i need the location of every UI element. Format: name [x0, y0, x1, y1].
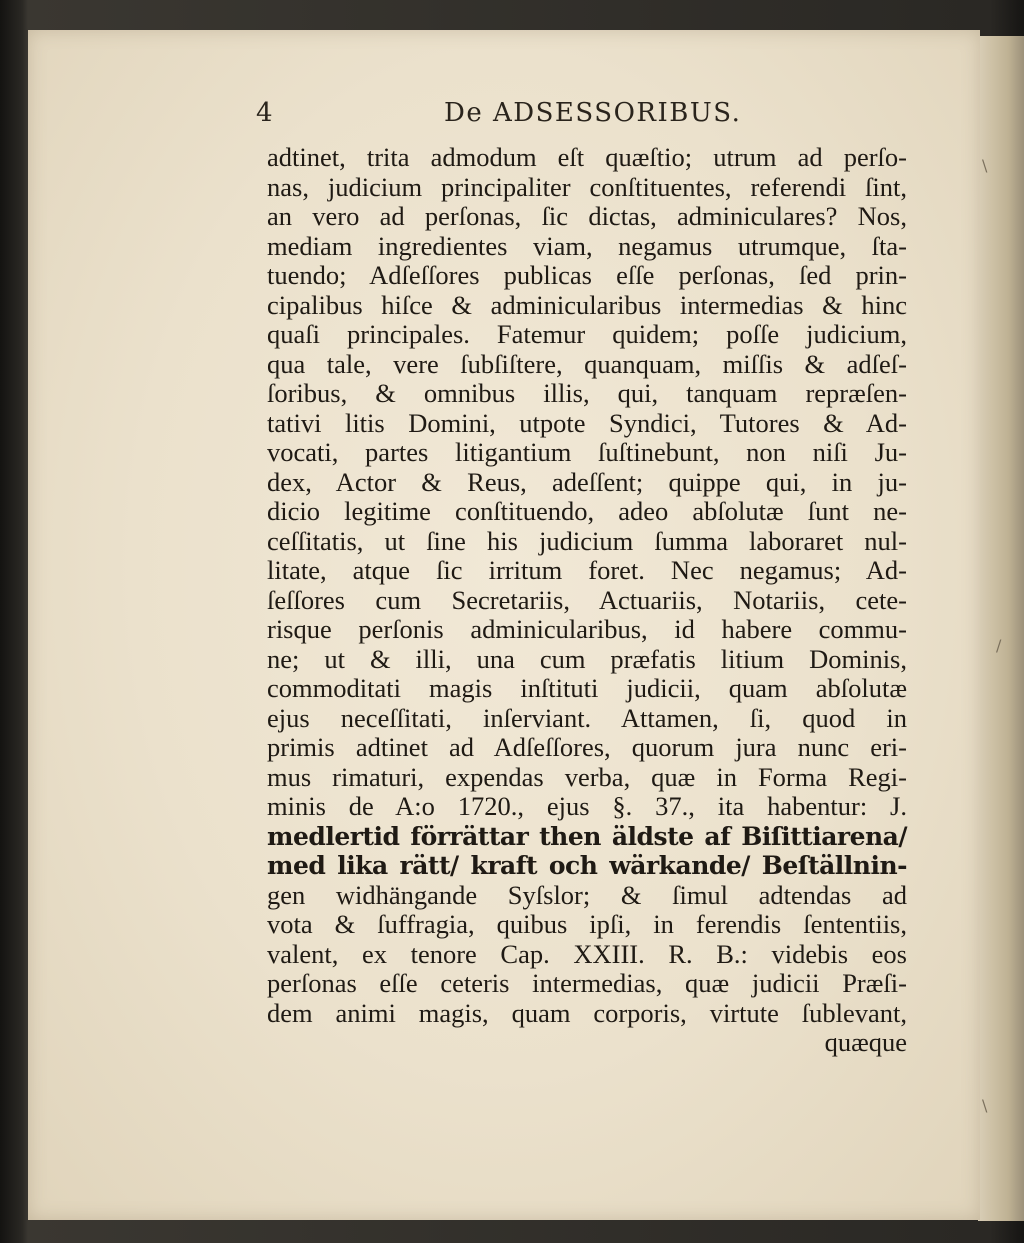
text-line: perſonas eſſe ceteris intermedias, quæ judicii Præſi- — [267, 968, 907, 998]
text-line: gen widhängande Syſslor; & ſimul adtendas ad — [267, 879, 907, 910]
page-header — [256, 92, 776, 132]
text-line: mus rimaturi, expendas verba, quæ in Forma Regi- — [267, 761, 907, 792]
text-line: ejus neceſſitati, inſerviant. Attamen, ſi, quod in — [267, 702, 907, 733]
text-line: an vero ad perſonas, ſic dictas, adminiculares? Nos, — [267, 201, 907, 231]
catchword: quæque — [824, 1027, 907, 1057]
text-line: nas, judicium principaliter conſtituentes, referendi ſint, — [267, 171, 907, 202]
text-line: tuendo; Adſeſſores publicas eſſe perſonas, ſed prin- — [267, 260, 907, 290]
text-line: ſeſſores cum Secretariis, Actuariis, Notariis, cete- — [267, 584, 907, 615]
text-line: cipalibus hiſce & adminicularibus intermedias & hinc — [267, 289, 907, 320]
text-line: risque perſonis adminicularibus, id habere commu- — [267, 614, 907, 644]
text-line: quaſi principales. Fatemur quidem; poſſe judicium, — [267, 319, 907, 349]
text-line: primis adtinet ad Adſeſſores, quorum jura nunc eri- — [267, 732, 907, 762]
text-line: ne; ut & illi, una cum præfatis litium Dominis, — [267, 643, 907, 674]
text-line: commoditati magis inſtituti judicii, quam abſolutæ — [267, 673, 907, 703]
text-line: ſoribus, & omnibus illis, qui, tanquam repræſen- — [267, 378, 907, 408]
text-line: dicio legitime conſtituendo, adeo abſolutæ ſunt ne- — [267, 496, 907, 526]
text-line: dex, Actor & Reus, adeſſent; quippe qui, in ju- — [267, 466, 907, 497]
text-line: ceſſitatis, ut ſine his judicium ſumma laboraret nul- — [267, 525, 907, 556]
facing-page-edge: \ / \ — [978, 36, 1024, 1221]
running-title: De ADSESSORIBUS. — [444, 98, 742, 128]
text-line: mediam ingredientes viam, negamus utrumque, ſta- — [267, 230, 907, 261]
text-line-fraktur: med lika rätt/ kraft och wärkande/ Beſtällnin- — [267, 851, 907, 880]
body-text — [267, 143, 907, 1058]
page-number: 4 — [256, 98, 273, 128]
text-line: tativi litis Domini, utpote Syndici, Tutores & Ad- — [267, 407, 907, 438]
text-line: adtinet, trita admodum eſt quæſtio; utrum ad perſo- — [267, 142, 907, 172]
text-line: vocati, partes litigantium ſuſtinebunt, non niſi Ju- — [267, 437, 907, 467]
text-line: qua tale, vere ſubſiſtere, quanquam, miſſis & adſeſ- — [267, 348, 907, 379]
text-line: minis de A:o 1720., ejus §. 37., ita habentur: J. — [267, 791, 907, 821]
text-line: vota & ſuffragia, quibus ipſi, in ferendis ſententiis, — [267, 909, 907, 939]
text-line-fraktur: medlertid förrättar then äldste af Biſittiarena/ — [267, 821, 907, 851]
text-line: litate, atque ſic irritum foret. Nec negamus; Ad- — [267, 555, 907, 585]
text-line: valent, ex tenore Cap. XXIII. R. B.: videbis eos — [267, 938, 907, 969]
text-line: dem animi magis, quam corporis, virtute ſublevant, — [267, 997, 907, 1028]
